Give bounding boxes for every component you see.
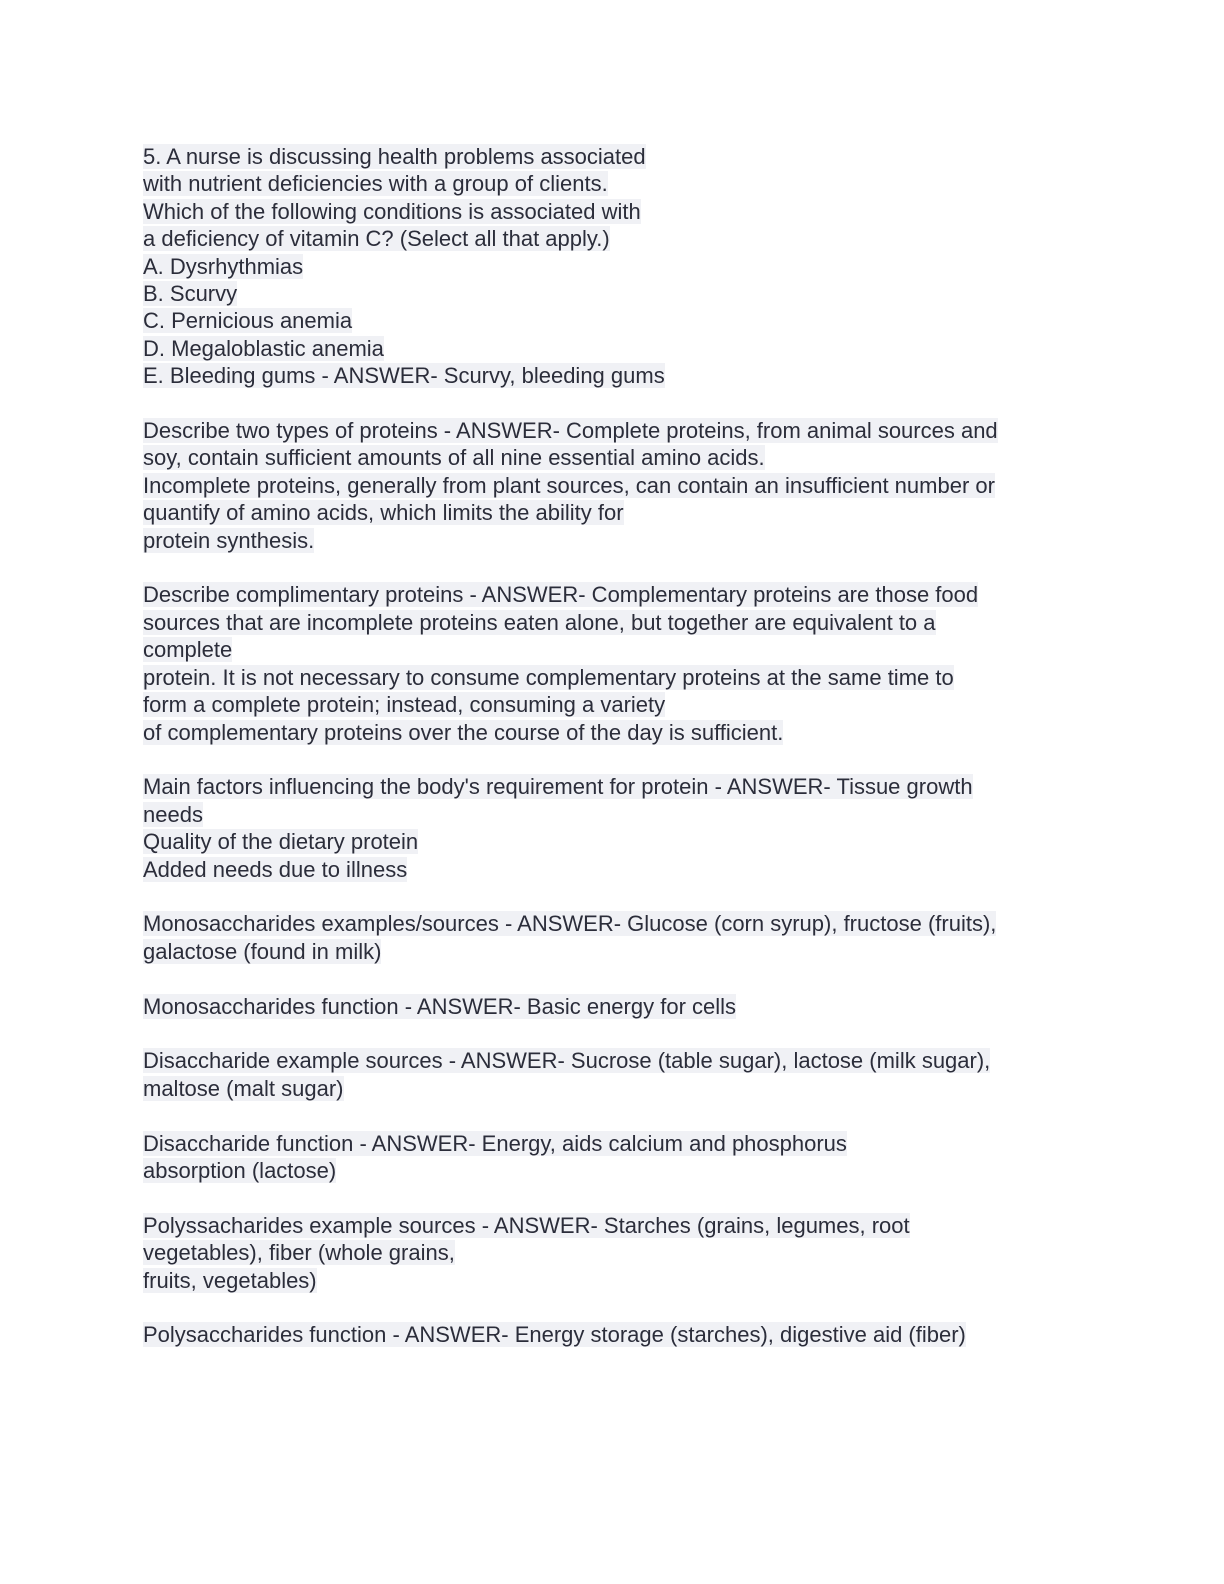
text-line: complete <box>143 637 233 663</box>
text-line: Added needs due to illness <box>143 856 408 882</box>
qa-disaccharide-function <box>143 1130 1083 1185</box>
text-line: absorption (lactose) <box>143 1157 337 1183</box>
paragraph-gap <box>143 746 1083 773</box>
text-line: of complementary proteins over the course of the day is sufficient. <box>143 719 784 745</box>
text-line: with nutrient deficiencies with a group of clients. <box>143 171 608 197</box>
option-b: B. Scurvy <box>143 281 238 307</box>
paragraph-gap <box>143 1184 1083 1211</box>
text-line: Which of the following conditions is associated with <box>143 198 641 224</box>
option-c: C. Pernicious anemia <box>143 308 353 334</box>
text-line: form a complete protein; instead, consuming a variety <box>143 692 666 718</box>
qa-polysaccharides-function <box>143 1321 1083 1348</box>
paragraph-gap <box>143 554 1083 581</box>
question-vitamin-c <box>143 143 1083 390</box>
text-line: Disaccharide example sources - ANSWER- Sucrose (table sugar), lactose (milk sugar), <box>143 1048 991 1074</box>
paragraph-gap <box>143 390 1083 417</box>
text-line: Disaccharide function - ANSWER- Energy, aids calcium and phosphorus <box>143 1130 847 1156</box>
text-line: Main factors influencing the body's requirement for protein - ANSWER- Tissue growth <box>143 774 973 800</box>
qa-polysaccharides-sources <box>143 1212 1083 1294</box>
qa-complimentary-proteins <box>143 581 1083 745</box>
text-line: protein synthesis. <box>143 527 315 553</box>
qa-disaccharide-sources <box>143 1047 1083 1102</box>
text-line: Polyssacharides example sources - ANSWER- Starches (grains, legumes, root <box>143 1212 910 1238</box>
text-line: protein. It is not necessary to consume complementary proteins at the same time to <box>143 664 954 690</box>
text-line: Monosaccharides function - ANSWER- Basic energy for cells <box>143 993 737 1019</box>
text-line: soy, contain sufficient amounts of all nine essential amino acids. <box>143 445 765 471</box>
text-line: vegetables), fiber (whole grains, <box>143 1240 455 1266</box>
text-line: quantify of amino acids, which limits the ability for <box>143 500 624 526</box>
paragraph-gap <box>143 1294 1083 1321</box>
option-a: A. Dysrhythmias <box>143 253 304 279</box>
text-line: galactose (found in milk) <box>143 938 382 964</box>
text-line: Quality of the dietary protein <box>143 829 419 855</box>
paragraph-gap <box>143 1102 1083 1129</box>
qa-protein-requirement-factors <box>143 773 1083 883</box>
text-line: fruits, vegetables) <box>143 1267 317 1293</box>
text-line: Describe two types of proteins - ANSWER- Complete proteins, from animal sources and <box>143 418 998 444</box>
text-line: Describe complimentary proteins - ANSWER- Complementary proteins are those food <box>143 582 979 608</box>
qa-monosaccharides-function <box>143 993 1083 1020</box>
text-line: Monosaccharides examples/sources - ANSWER- Glucose (corn syrup), fructose (fruits), <box>143 911 997 937</box>
qa-monosaccharides-sources <box>143 910 1083 965</box>
text-line: Incomplete proteins, generally from plant sources, can contain an insufficient number or <box>143 472 995 498</box>
text-line: a deficiency of vitamin C? (Select all that apply.) <box>143 226 610 252</box>
text-line: needs <box>143 801 203 827</box>
document-content <box>143 143 1083 1349</box>
qa-types-of-proteins <box>143 417 1083 554</box>
text-line: sources that are incomplete proteins eaten alone, but together are equivalent to a <box>143 609 936 635</box>
text-line: maltose (malt sugar) <box>143 1075 344 1101</box>
option-d: D. Megaloblastic anemia <box>143 335 384 361</box>
paragraph-gap <box>143 883 1083 910</box>
text-line: Polysaccharides function - ANSWER- Energy storage (starches), digestive aid (fiber) <box>143 1322 966 1348</box>
paragraph-gap <box>143 1020 1083 1047</box>
option-e-answer: E. Bleeding gums - ANSWER- Scurvy, bleeding gums <box>143 363 665 389</box>
paragraph-gap <box>143 965 1083 992</box>
text-line: 5. A nurse is discussing health problems associated <box>143 144 646 169</box>
